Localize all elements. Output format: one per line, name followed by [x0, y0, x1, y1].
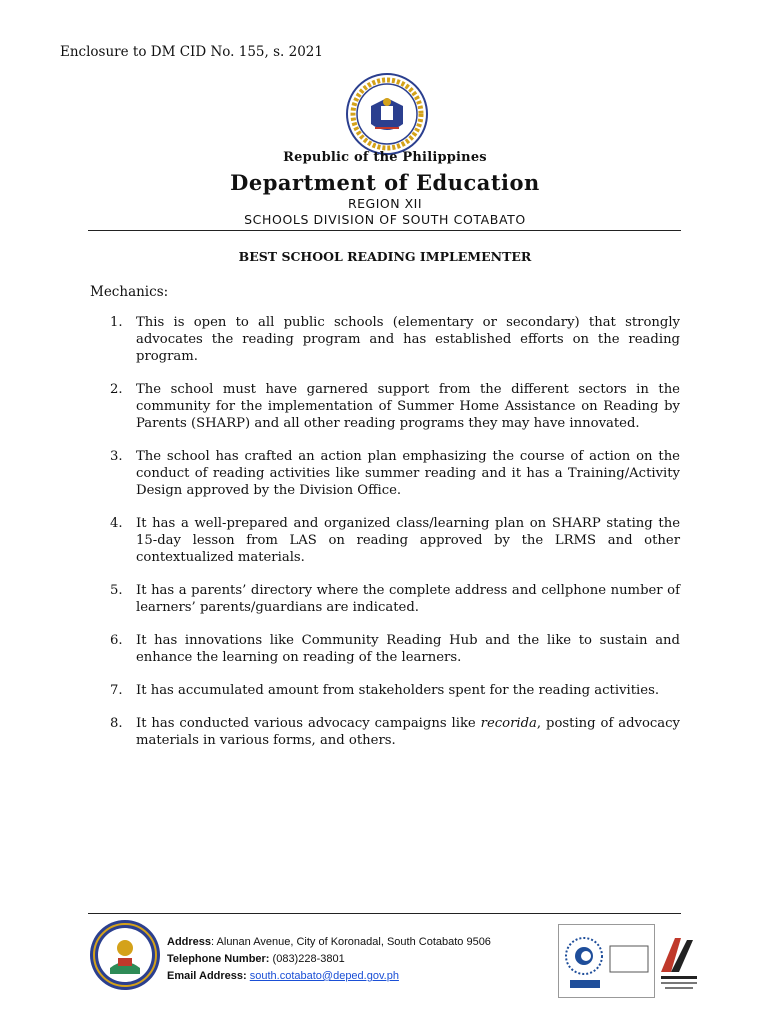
- address-line: Address: Alunan Avenue, City of Koronadal, South Cotabato 9506: [167, 936, 491, 948]
- list-item: 3. The school has crafted an action plan emphasizing the course of action on the conduct of reading activities like summer reading and it has a Training/Activity Design approved by the Division Office.: [110, 449, 680, 498]
- email-line: Email Address: south.cotabato@deped.gov.ph: [167, 970, 399, 982]
- list-item: 5. It has a parents’ directory where the complete address and cellphone number of learners’ parents/guardians are indicated.: [110, 583, 680, 615]
- region-heading: REGION XII: [347, 196, 423, 211]
- enclosure-reference: Enclosure to DM CID No. 155, s. 2021: [60, 44, 323, 60]
- list-item: 1. This is open to all public schools (elementary or secondary) that strongly advocates the reading program and has established efforts on the reading program.: [110, 315, 680, 364]
- division-seal-icon: [88, 918, 162, 992]
- list-item: 4. It has a well-prepared and organized class/learning plan on SHARP stating the 15-day lesson from LAS on reading approved by the LRMS and other contextualized materials.: [110, 516, 680, 565]
- list-item: 6. It has innovations like Community Reading Hub and the like to sustain and enhance the learning on reading of the learners.: [110, 633, 680, 665]
- division-heading: SCHOOLS DIVISION OF SOUTH COTABATO: [244, 212, 526, 227]
- accreditation-logo: [657, 930, 701, 992]
- phone-line: Telephone Number: (083)228-3801: [167, 953, 345, 965]
- list-item: 8. It has conducted various advocacy campaigns like recorida, posting of advocacy materials in various forms, and others.: [110, 716, 680, 748]
- header-divider: [88, 230, 681, 231]
- iso-certification-logo: [558, 924, 655, 998]
- footer-divider: [88, 913, 681, 914]
- email-link[interactable]: south.cotabato@deped.gov.ph: [249, 970, 399, 982]
- document-title: BEST SCHOOL READING IMPLEMENTER: [238, 249, 532, 264]
- contact-block: [167, 934, 491, 985]
- deped-seal-icon: [345, 72, 429, 156]
- mechanics-list: [110, 314, 680, 765]
- mechanics-label: Mechanics:: [90, 284, 169, 300]
- list-item: 7. It has accumulated amount from stakeholders spent for the reading activities.: [110, 683, 660, 698]
- department-heading: Department of Education: [230, 170, 540, 195]
- republic-heading: Republic of the Philippines: [283, 150, 487, 165]
- list-item: 2. The school must have garnered support from the different sectors in the community for the implementation of Summer Home Assistance on Reading by Parents (SHARP) and all other reading programs they may have innovated.: [110, 382, 680, 431]
